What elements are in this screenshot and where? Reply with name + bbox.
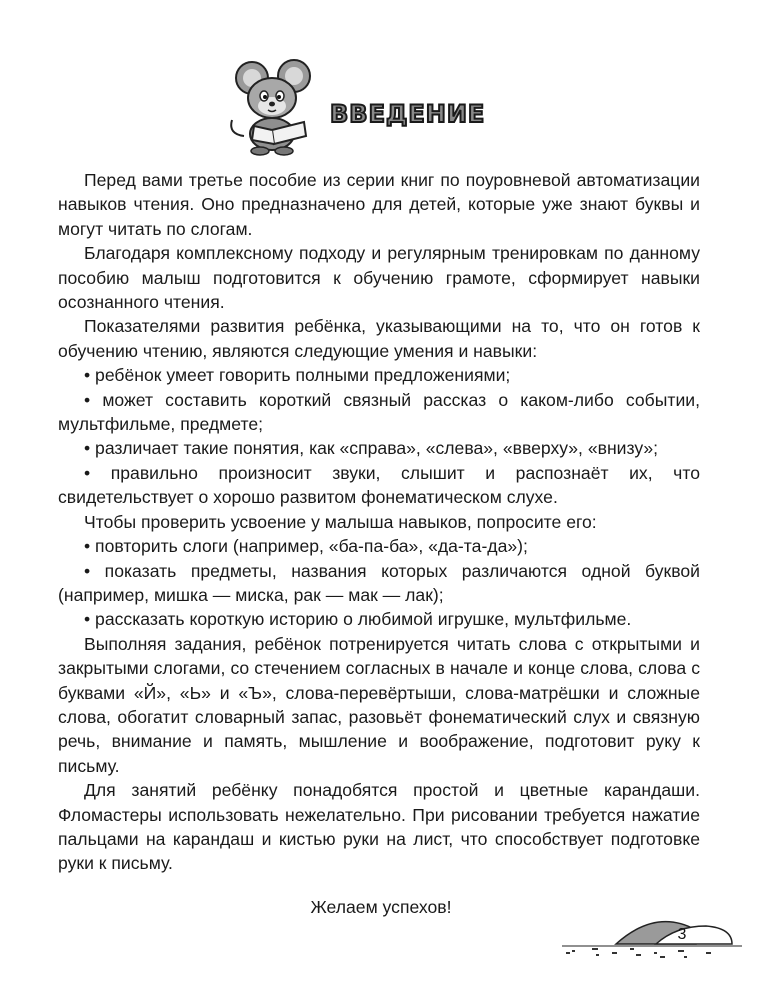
paragraph: Показателями развития ребёнка, указывающими на то, что он готов к обучению чтению, являются следующие умения и навыки: (58, 316, 700, 361)
mouse-reading-icon (224, 56, 324, 156)
list-item: • различает такие понятия, как «справа», «слева», «вверху», «внизу»; (84, 438, 659, 459)
closing-wish: Желаем успехов! (310, 897, 452, 917)
paragraph: Перед вами третье пособие из серии книг по поуровневой автоматизации навыков чтения. Оно предназначено для детей, которые уже знают буквы и могут читать по слогам. (58, 170, 700, 239)
list-item: • показать предметы, названия которых различаются одной буквой (например, мишка — миска, рак — мак — лак); (58, 560, 700, 605)
page-number: 3 (677, 926, 687, 943)
list-item: • может составить короткий связный рассказ о каком-либо событии, мультфильме, предмете; (58, 389, 700, 435)
list-item: • ребёнок умеет говорить полными предложениями; (84, 365, 511, 386)
paragraph: Чтобы проверить усвоение у малыша навыков, попросите его: (84, 511, 597, 532)
list-item: • повторить слоги (например, «ба-па-ба», «да-та-да»); (84, 536, 528, 557)
page-corner-decoration (556, 900, 746, 970)
paragraph: Для занятий ребёнку понадобятся простой и цветные карандаши. Фломастеры использовать нежелательно. При рисовании требуется нажатие пальцами на карандаш и кистью руки на лист, что способствует подготовке руки к письму. (58, 780, 700, 874)
page-title: введение (330, 91, 486, 131)
list-item: • рассказать короткую историю о любимой игрушке, мультфильме. (84, 609, 632, 630)
list-item: • правильно произносит звуки, слышит и распознаёт их, что свидетельствует о хорошо развитом фонематическом слухе. (58, 462, 700, 508)
paragraph: Выполняя задания, ребёнок потренируется читать слова с открытыми и закрытыми слогами, со стечением согласных в начале и конце слова, слова с буквами «Й», «Ь» и «Ъ», слова-перевёртыши, слова-матрёшки и сложные слова, обогатит словарный запас, разовьёт фонематический слух и связную речь, внимание и память, мышление и воображение, подготовит руку к письму. (58, 633, 700, 776)
intro-text (58, 168, 700, 876)
page-header (0, 0, 762, 160)
paragraph: Благодаря комплексному подходу и регулярным тренировкам по данному пособию малыш подготовится к обучению грамоте, сформирует навыки осознанного чтения. (58, 243, 700, 313)
